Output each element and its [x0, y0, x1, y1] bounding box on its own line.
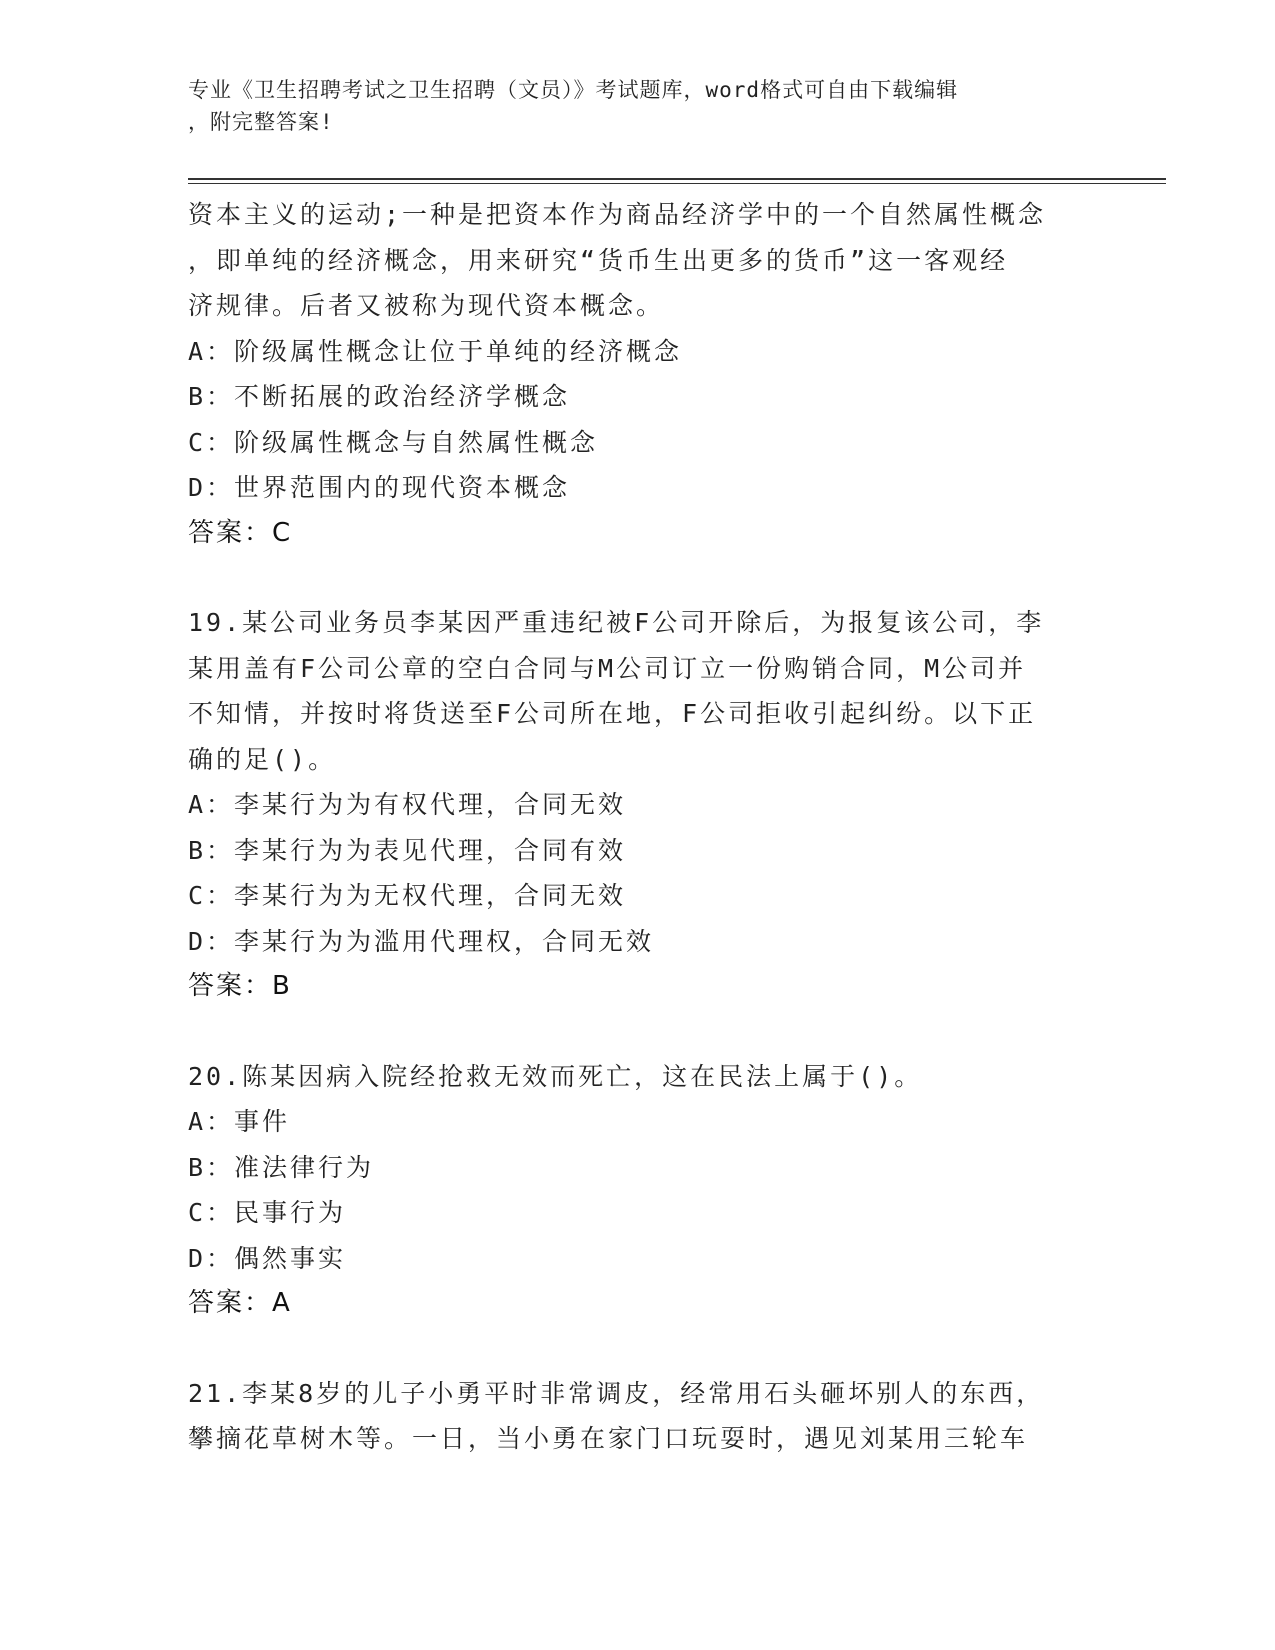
- answer-label: 答案：C: [188, 517, 293, 548]
- question-19: [188, 600, 1088, 1010]
- question-stem-line: 某用盖有F公司公章的空白合同与M公司订立一份购销合同，M公司并: [188, 653, 1027, 683]
- question-20: [188, 1054, 1088, 1327]
- option-a: A：事件: [188, 1107, 291, 1136]
- option-a: A：阶级属性概念让位于单纯的经济概念: [188, 336, 683, 366]
- option-b: B：准法律行为: [188, 1152, 375, 1182]
- option-b: B：不断拓展的政治经济学概念: [188, 382, 571, 411]
- answer-label: 答案：A: [188, 1288, 292, 1318]
- header-line-1: 专业《卫生招聘考试之卫生招聘（文员）》考试题库，word格式可自由下载编辑: [188, 78, 959, 102]
- question-stem-line: 20.陈某因病入院经抢救无效而死亡，这在民法上属于()。: [188, 1061, 923, 1091]
- option-d: D：偶然事实: [188, 1243, 347, 1273]
- question-stem-line: 19.某公司业务员李某因严重违纪被F公司开除后，为报复该公司，李: [188, 608, 1045, 637]
- question-stem-line: 确的足()。: [188, 744, 337, 774]
- document-header: [188, 74, 1068, 138]
- question-stem-line: 21.李某8岁的儿子小勇平时非常调皮，经常用石头砸坏别人的东西，: [188, 1378, 1045, 1408]
- question-18: [188, 192, 1088, 556]
- question-stem-line: 资本主义的运动;一种是把资本作为商品经济学中的一个自然属性概念: [188, 200, 1047, 229]
- question-stem-line: 攀摘花草树木等。一日，当小勇在家门口玩耍时，遇见刘某用三轮车: [188, 1424, 1029, 1453]
- option-c: C：民事行为: [188, 1198, 347, 1227]
- option-a: A：李某行为为有权代理，合同无效: [188, 790, 627, 819]
- answer-label: 答案：B: [188, 971, 292, 1001]
- header-divider-thick: [188, 178, 1166, 180]
- question-stem-line: 济规律。后者又被称为现代资本概念。: [188, 291, 665, 320]
- option-c: C：李某行为为无权代理，合同无效: [188, 881, 627, 910]
- option-b: B：李某行为为表见代理，合同有效: [188, 835, 627, 865]
- header-line-2: ，附完整答案!: [188, 110, 334, 134]
- question-21: [188, 1371, 1088, 1462]
- option-d: D：世界范围内的现代资本概念: [188, 473, 571, 502]
- question-stem-line: 不知情，并按时将货送至F公司所在地，F公司拒收引起纠纷。以下正: [188, 699, 1037, 728]
- header-divider-thin: [188, 183, 1166, 184]
- question-stem-line: ，即单纯的经济概念，用来研究“货币生出更多的货币”这一客观经: [188, 245, 1009, 275]
- option-c: C：阶级属性概念与自然属性概念: [188, 427, 599, 457]
- document-body: [188, 192, 1088, 1462]
- option-d: D：李某行为为滥用代理权，合同无效: [188, 926, 655, 956]
